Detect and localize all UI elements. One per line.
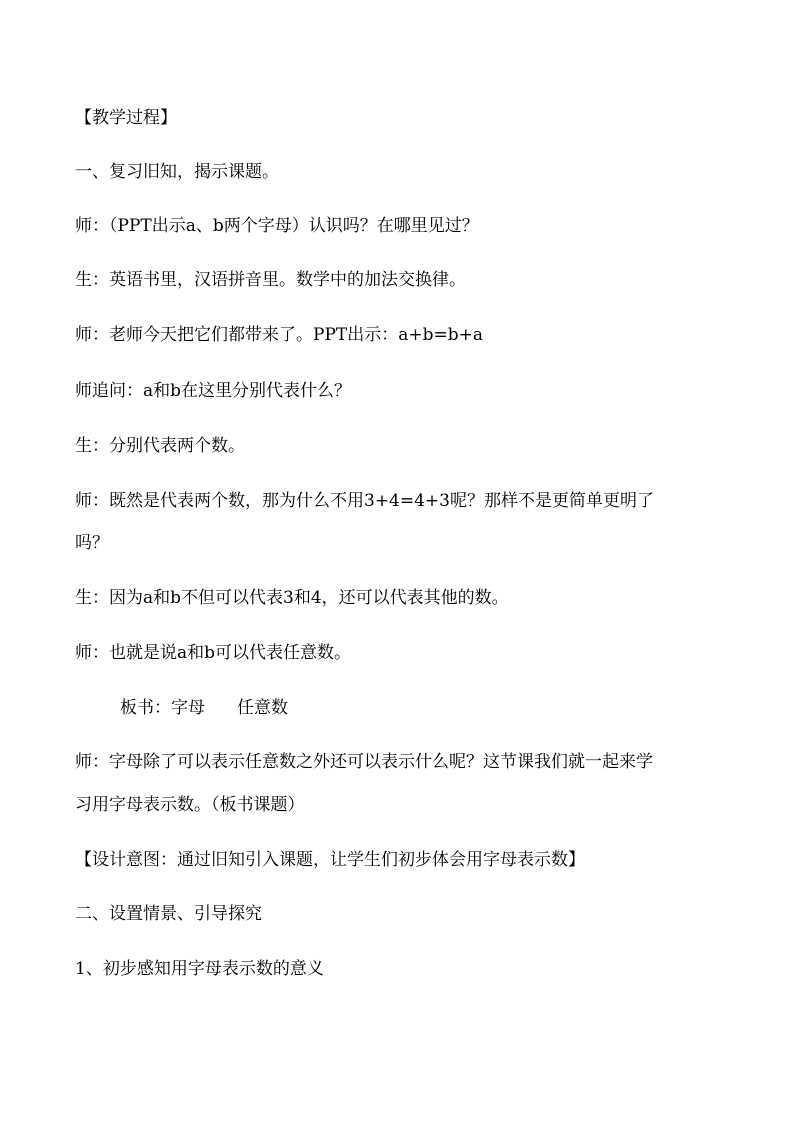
board-note xyxy=(120,698,770,718)
paragraph-line: 生：英语书里，汉语拼音里。数学中的加法交换律。 xyxy=(75,270,466,290)
subheading-review: 一、复习旧知，揭示课题。 xyxy=(75,162,279,182)
section-heading-teaching-process: 【教学过程】 xyxy=(75,108,177,128)
paragraph-line-continued: 习用字母表示数。（板书课题） xyxy=(75,795,305,815)
paragraph-line: 师：既然是代表两个数，那为什么不用3+4=4+3呢？那样不是更简单更明了 xyxy=(75,491,654,511)
paragraph-line: 生：分别代表两个数。 xyxy=(75,436,245,456)
paragraph-line-continued: 吗？ xyxy=(75,533,109,553)
paragraph-line: 师：字母除了可以表示任意数之外还可以表示什么呢？这节课我们就一起来学 xyxy=(75,752,653,772)
subheading-exploration: 二、设置情景、引导探究 xyxy=(75,904,262,924)
board-note-label: 板书：字母 xyxy=(120,698,205,718)
design-intent-note: 【设计意图：通过旧知引入课题，让学生们初步体会用字母表示数】 xyxy=(75,850,585,870)
board-note-term: 任意数 xyxy=(237,698,288,718)
numbered-item: 1、初步感知用字母表示数的意义 xyxy=(75,959,324,979)
paragraph-line: 师：老师今天把它们都带来了。PPT出示：a+b=b+a xyxy=(75,325,483,345)
paragraph-line: 师追问：a和b在这里分别代表什么？ xyxy=(75,381,352,401)
paragraph-line: 生：因为a和b不但可以代表3和4，还可以代表其他的数。 xyxy=(75,588,509,608)
paragraph-line: 师：（PPT出示a、b两个字母）认识吗？在哪里见过？ xyxy=(75,216,479,236)
paragraph-line: 师：也就是说a和b可以代表任意数。 xyxy=(75,643,352,663)
